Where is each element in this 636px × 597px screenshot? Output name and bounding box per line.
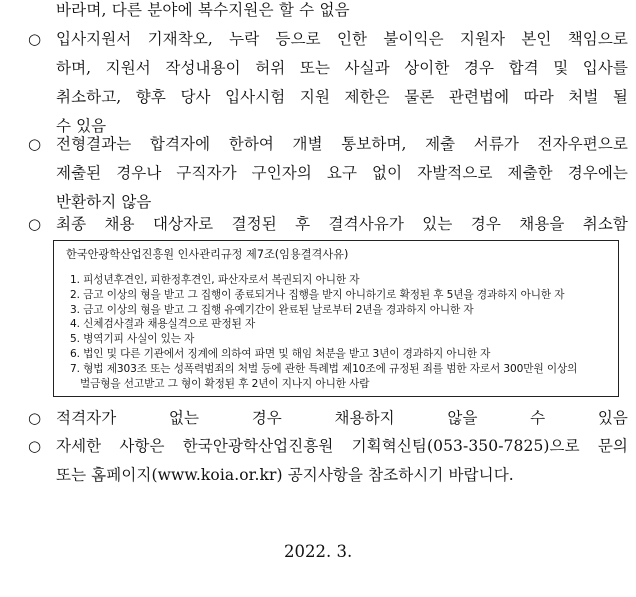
rule-item: 5. 병역기피 사실이 있는 자 [70, 333, 195, 346]
bullet-mark: ○ [28, 30, 42, 48]
rule-item: 4. 신체검사결과 채용실격으로 판정된 자 [70, 318, 256, 331]
bullet-line: 최종 채용 대상자로 결정된 후 결격사유가 있는 경우 채용을 취소함 [56, 215, 628, 233]
bullet-line: 반환하지 않음 [56, 193, 152, 211]
rule-item: 3. 금고 이상의 형을 받고 그 집행 유예기간이 완료된 날로부터 2년을 경과하지 아니한 자 [70, 303, 474, 316]
bullet-line: 하며, 지원서 작성내용이 허위 또는 사실과 상이한 경우 합격 및 입사를 [56, 59, 628, 77]
bullet-line: 또는 홈페이지(www.koia.or.kr) 공지사항을 참조하시기 바랍니다. [56, 466, 514, 484]
bullet-line: 입사지원서 기재착오, 누락 등으로 인한 불이익은 지원자 본인 책임으로 [56, 30, 628, 48]
rule-item: 7. 형법 제303조 또는 성폭력범죄의 처벌 등에 관한 특례법 제10조에 규정된 죄를 범한 자로서 300만원 이상의 [70, 362, 578, 375]
rule-item: 6. 법인 및 다른 기관에서 징계에 의하여 파면 및 해임 처분을 받고 3년이 경과하지 아니한 자 [70, 347, 491, 360]
bullet-line: 취소하고, 향후 당사 입사시험 지원 제한은 물론 관련법에 따라 처벌 될 [56, 88, 628, 106]
bullet-line: 자세한 사항은 한국안광학산업진흥원 기획혁신팀(053-350-7825)으로 문의 [56, 437, 628, 455]
bullet-line: 전형결과는 합격자에 한하여 개별 통보하며, 제출 서류가 전자우편으로 [56, 135, 628, 153]
bullet-mark: ○ [28, 437, 42, 455]
rule-item: 2. 금고 이상의 형을 받고 그 집행이 종료되거나 집행을 받지 아니하기로 확정된 후 5년을 경과하지 아니한 자 [70, 288, 565, 301]
bullet-mark: ○ [28, 135, 42, 153]
bullet-line: 적격자가 없는 경우 채용하지 않을 수 있음 [56, 409, 628, 427]
bullet-mark: ○ [28, 409, 42, 427]
disqualification-rule-box [53, 240, 619, 397]
rule-box-title: 한국안광학산업진흥원 인사관리규정 제7조(임용결격사유) [66, 248, 349, 261]
rule-item: 1. 피성년후견인, 피한정후견인, 파산자로서 복권되지 아니한 자 [70, 274, 360, 286]
rule-item-continuation: 벌금형을 선고받고 그 형이 확정된 후 2년이 지나지 아니한 사람 [80, 377, 370, 390]
bullet-line: 수 있음 [56, 117, 107, 135]
continued-line: 바라며, 다른 분야에 복수지원은 할 수 없음 [56, 1, 350, 19]
rule-list [70, 273, 618, 391]
bullet-line: 제출된 경우나 구직자가 구인자의 요구 없이 자발적으로 제출한 경우에는 [56, 164, 628, 182]
document-date: 2022. 3. [284, 542, 353, 561]
bullet-mark: ○ [28, 215, 42, 233]
